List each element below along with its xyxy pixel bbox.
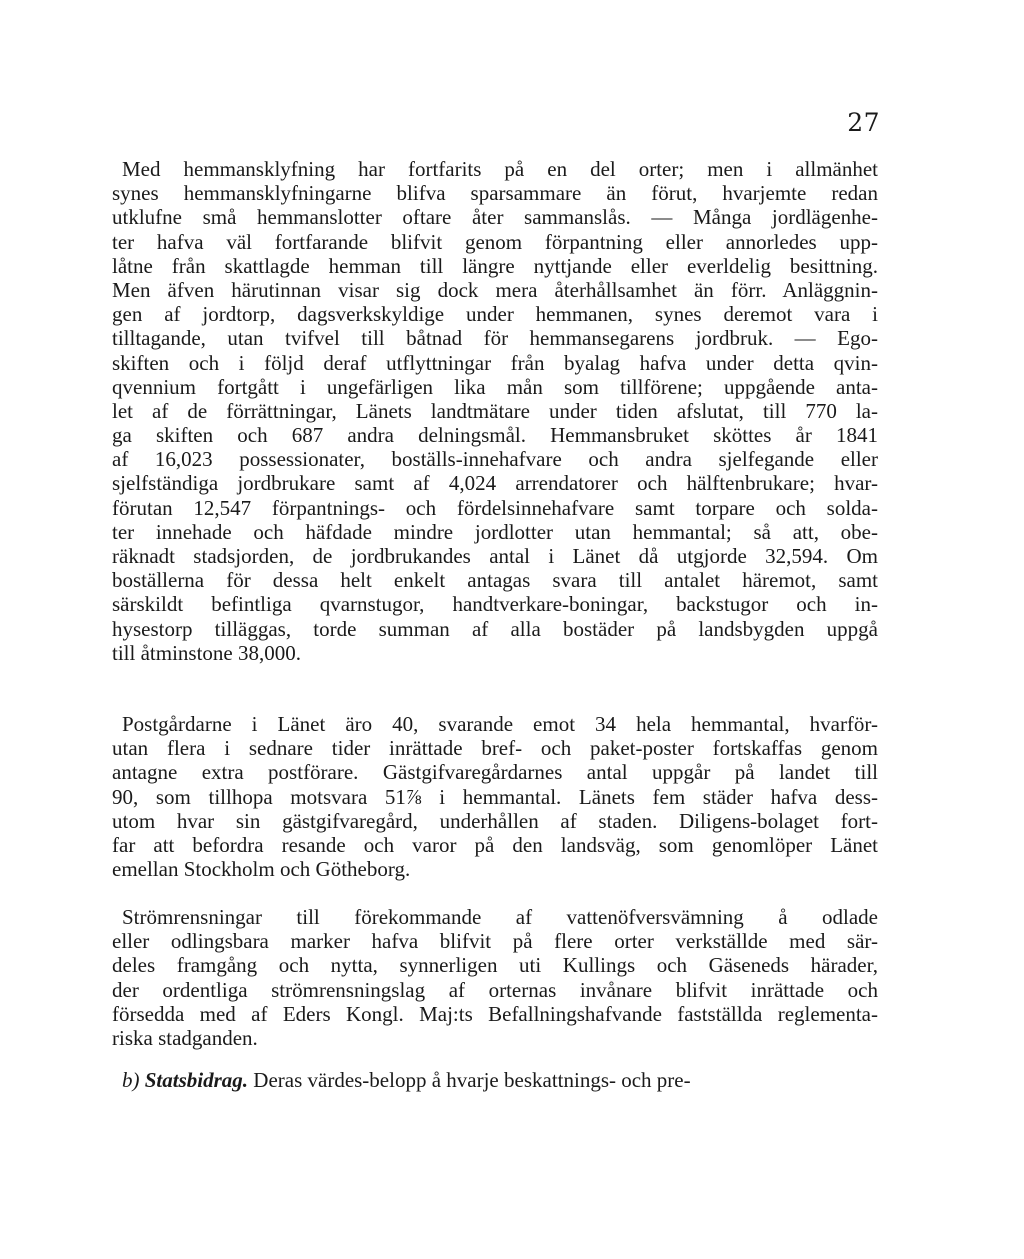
text-line: Postgårdarne i Länet äro 40, svarande emot 34 hela hemmantal, hvarför-	[122, 712, 878, 736]
text-line: eller odlingsbara marker hafva blifvit på flere orter verkställde med sär-	[112, 929, 878, 954]
text-line: qvennium fortgått i ungefärligen lika mån som tillförene; uppgående anta-	[112, 374, 878, 399]
text-line: synes hemmansklyfningarne blifva sparsammare än förut, hvarjemte redan	[112, 181, 878, 206]
text-line: skiften och i följd deraf utflyttningar från byalag hafva under detta qvin-	[112, 350, 878, 375]
text-line: hysestorp tilläggas, torde summan af alla bostäder på landsbygden uppgå	[112, 616, 878, 641]
text-line: låtne från skattlagde hemman till längre nyttjande eller everldelig besittning.	[112, 253, 878, 278]
text-line: der ordentliga strömrensningslag af orternas invånare blifvit inrättade och	[112, 977, 878, 1002]
section-text: Deras värdes-belopp å hvarje beskattnings- och pre-	[253, 1068, 691, 1092]
text-line: sjelfständiga jordbrukare samt af 4,024 arrendatorer och hälftenbrukare; hvar-	[112, 471, 878, 496]
text-line: antagne extra postförare. Gästgifvaregårdarnes antal uppgår på landet till	[112, 760, 878, 785]
text-line: särskildt befintliga qvarnstugor, handtverkare-boningar, backstugor och in-	[112, 592, 878, 617]
text-line: till åtminstone 38,000.	[112, 640, 301, 665]
paragraph-statsbidrag	[112, 1068, 878, 1092]
text-line: gen af jordtorp, dagsverkskyldige under hemmanen, synes deremot vara i	[112, 302, 878, 327]
text-line: 90, som tillhopa motsvara 51⅞ i hemmantal. Länets fem städer hafva dess-	[112, 784, 878, 809]
text-line: boställerna för dessa helt enkelt antagas svara till antalet häremot, samt	[112, 568, 878, 593]
text-line: ga skiften och 687 andra delningsmål. Hemmansbruket sköttes år 1841	[112, 423, 878, 448]
text-line: ter hafva väl fortfarande blifvit genom förpantning eller annorledes upp-	[112, 229, 878, 254]
text-line: utom hvar sin gästgifvaregård, underhållen af staden. Diligens-bolaget fort-	[112, 808, 878, 833]
text-line: far att befordra resande och varor på den landsväg, som genomlöper Länet	[112, 832, 878, 857]
paragraph-postgardar	[112, 712, 878, 881]
text-line: deles framgång och nytta, synnerligen uti Kullings och Gäseneds härader,	[112, 953, 878, 978]
text-line: emellan Stockholm och Götheborg.	[112, 857, 411, 882]
text-line: Men äfven härutinnan visar sig dock mera återhållsamhet än förr. Anläggnin-	[112, 277, 878, 302]
text-line: förutan 12,547 förpantnings- och fördelsinnehafvare samt torpare och solda-	[112, 495, 878, 520]
text-line: Med hemmansklyfning har fortfarits på en del orter; men i allmänhet	[122, 157, 878, 181]
text-line: tilltagande, utan tvifvel till båtnad för hemmansegarens jordbruk. — Ego-	[112, 326, 878, 351]
paragraph-hemmansklyfning	[112, 157, 878, 665]
text-line: riska stadganden.	[112, 1025, 258, 1050]
text-line: let af de förrättningar, Länets landtmätare under tiden afslutat, till 770 la-	[112, 398, 878, 423]
text-line: utklufne små hemmanslotter oftare åter sammanslås. — Många jordlägenhe-	[112, 205, 878, 230]
statsbidrag-line	[112, 1068, 878, 1092]
paragraph-stromrensningar	[112, 905, 878, 1050]
text-line: räknadt stadsjorden, de jordbrukandes antal i Länet då utgjorde 32,594. Om	[112, 544, 878, 568]
section-letter: b)	[122, 1068, 140, 1092]
section-heading: Statsbidrag.	[144, 1068, 249, 1092]
text-line: försedda med af Eders Kongl. Maj:ts Befallningshafvande fastställda reglementa-	[112, 1001, 878, 1026]
text-line: af 16,023 possessionater, boställs-innehafvare och andra sjelfegande eller	[112, 447, 878, 472]
text-line: Strömrensningar till förekommande af vattenöfversvämning å odlade	[122, 905, 878, 929]
page-number: 27	[847, 108, 880, 137]
text-line: ter innehade och häfdade mindre jordlotter utan hemmantal; så att, obe-	[112, 519, 878, 544]
text-line: utan flera i sednare tider inrättade bref- och paket-poster fortskaffas genom	[112, 736, 878, 761]
